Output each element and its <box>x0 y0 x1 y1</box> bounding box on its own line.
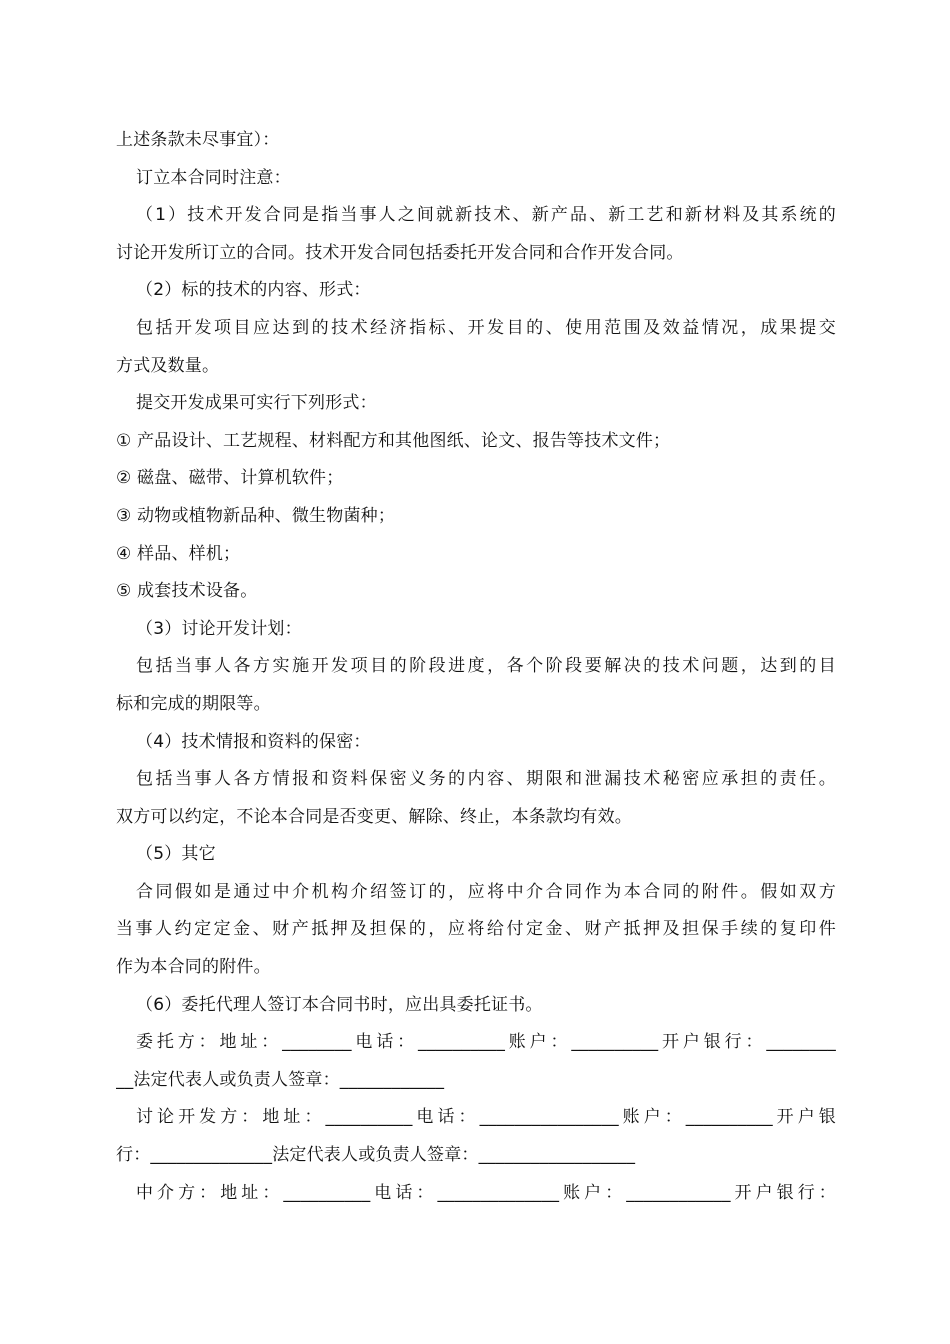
text-line: 讨论开发方：地址：__________电话：________________账户：__________开户银 <box>136 1107 836 1128</box>
text-line: 包括当事人各方实施开发项目的阶段进度，各个阶段要解决的技术问题，达到的目 <box>136 656 836 677</box>
text-line: ① 产品设计、工艺规程、材料配方和其他图纸、论文、报告等技术文件； <box>116 430 671 451</box>
text-line: （1）技术开发合同是指当事人之间就新技术、新产品、新工艺和新材料及其系统的 <box>136 205 836 226</box>
text-line: 行：______________法定代表人或负责人签章：__________________ <box>116 1145 636 1166</box>
text-line: 订立本合同时注意： <box>136 167 291 188</box>
text-line: ④ 样品、样机； <box>116 543 241 564</box>
text-line: 标和完成的期限等。 <box>116 693 271 714</box>
text-line: 合同假如是通过中介机构介绍签订的，应将中介合同作为本合同的附件。假如双方 <box>136 881 836 902</box>
text-line: 中介方：地址：__________电话：______________账户：____________开户银行： <box>136 1182 836 1203</box>
text-line: ⑤ 成套技术设备。 <box>116 581 258 602</box>
text-line: ③ 动物或植物新品种、微生物菌种； <box>116 505 396 526</box>
text-line: 提交开发成果可实行下列形式： <box>136 393 377 414</box>
text-line: ② 磁盘、磁带、计算机软件； <box>116 468 344 489</box>
text-line: （6）委托代理人签订本合同书时，应出具委托证书。 <box>136 994 543 1015</box>
document-body <box>116 122 836 1212</box>
text-line: （3）讨论开发计划： <box>136 618 302 639</box>
text-line: 包括开发项目应达到的技术经济指标、开发目的、使用范围及效益情况，成果提交 <box>136 317 836 338</box>
text-line: 上述条款未尽事宜）： <box>116 130 280 150</box>
text-line: __法定代表人或负责人签章：____________ <box>116 1069 445 1090</box>
text-line: 当事人约定定金、财产抵押及担保的，应将给付定金、财产抵押及担保手续的复印件 <box>116 919 836 940</box>
text-line: 双方可以约定，不论本合同是否变更、解除、终止，本条款均有效。 <box>116 806 632 827</box>
text-line: 作为本合同的附件。 <box>116 957 271 978</box>
text-line: 讨论开发所订立的合同。技术开发合同包括委托开发合同和合作开发合同。 <box>116 242 684 263</box>
text-line: 方式及数量。 <box>116 355 220 376</box>
text-line: 委托方：地址：________电话：__________账户：__________开户银行：________ <box>136 1032 836 1053</box>
text-line: （5）其它 <box>136 844 216 865</box>
text-line: 包括当事人各方情报和资料保密义务的内容、期限和泄漏技术秘密应承担的责任。 <box>136 769 836 790</box>
text-line: （2）标的技术的内容、形式： <box>136 280 371 301</box>
text-line: （4）技术情报和资料的保密： <box>136 731 371 752</box>
